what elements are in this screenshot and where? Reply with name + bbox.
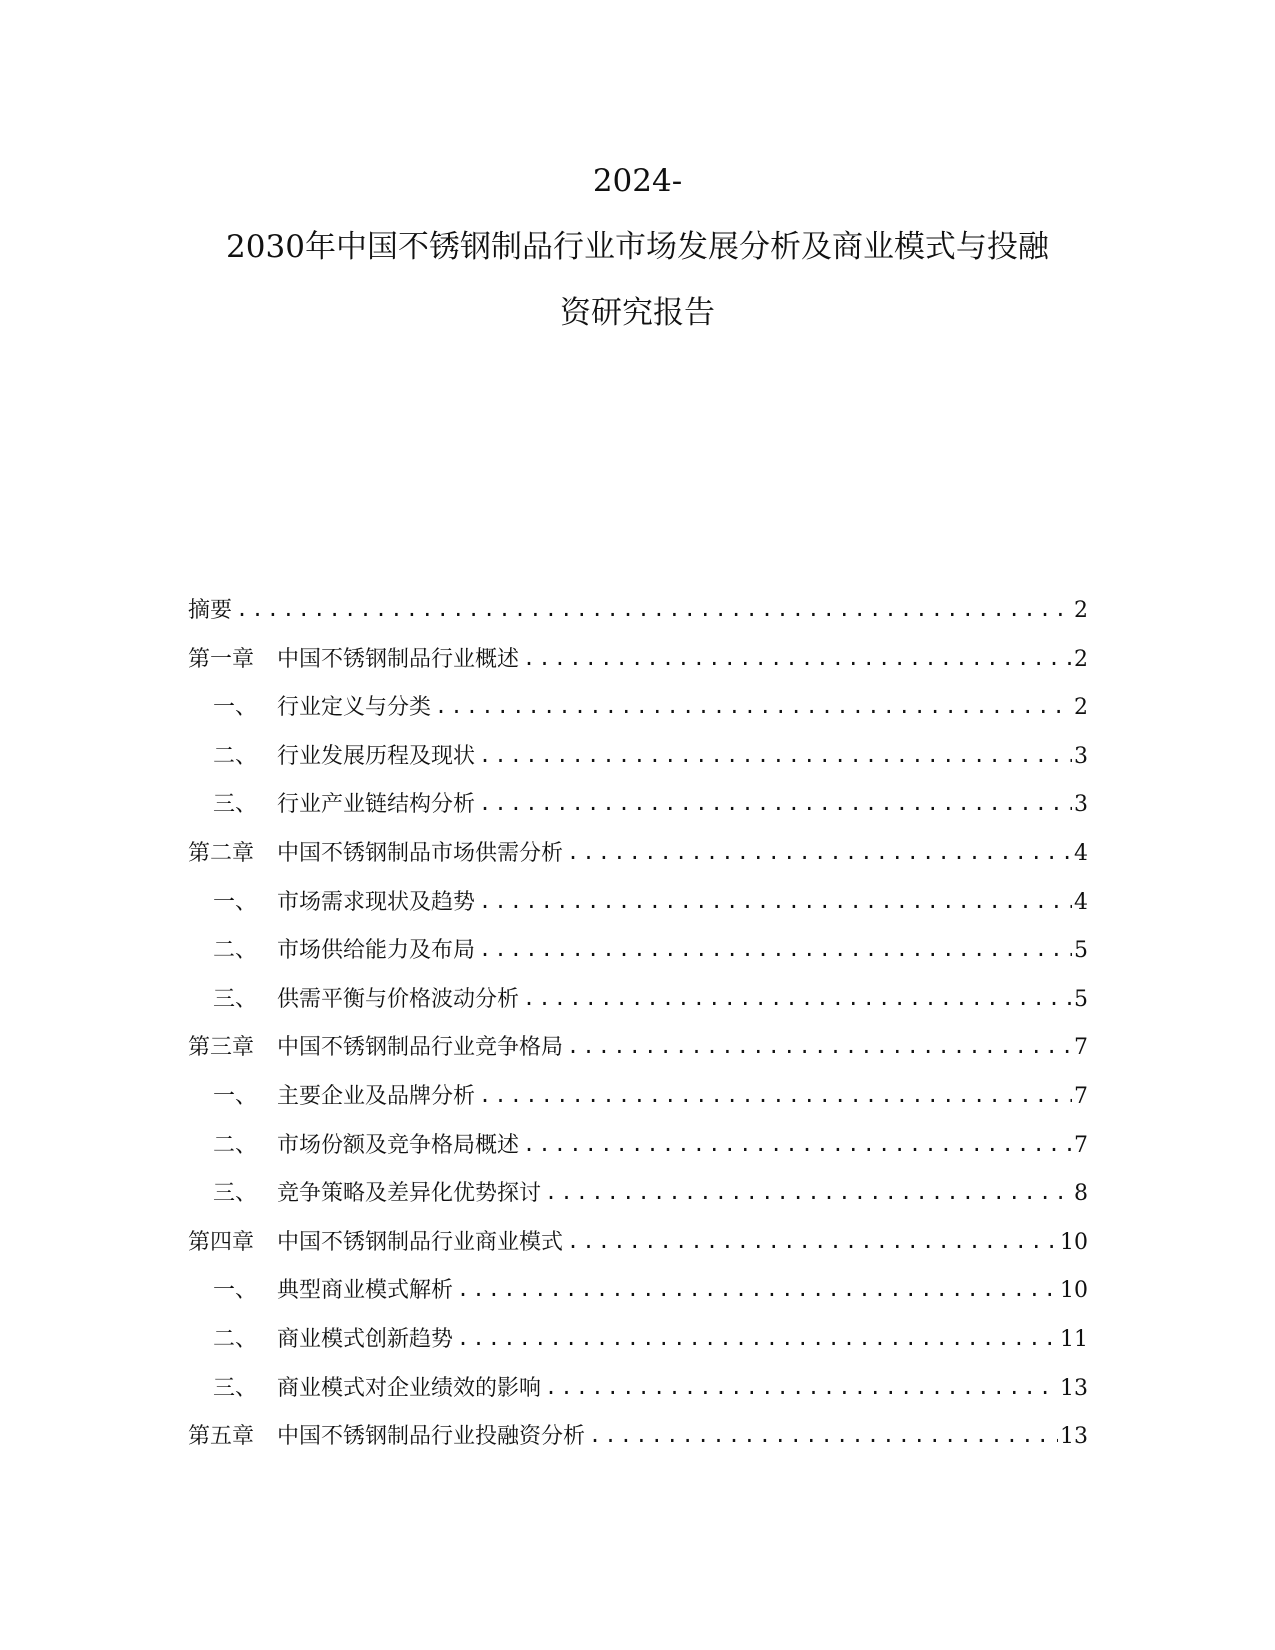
toc-entry-title: 商业模式对企业绩效的影响: [277, 1375, 542, 1401]
toc-entry-title: 主要企业及品牌分析: [277, 1083, 476, 1109]
report-title-line-1: 2024-: [592, 163, 683, 199]
toc-entry-page: 10: [1060, 1229, 1088, 1255]
toc-entry-page: 7: [1074, 1035, 1088, 1061]
toc-entry-prefix: 一、: [213, 889, 258, 915]
dot-leader: [545, 1369, 1058, 1405]
toc-entry-prefix: 一、: [213, 695, 258, 721]
toc-entry-label: [188, 1273, 453, 1309]
toc-entry-page: 13: [1060, 1375, 1088, 1401]
toc-entry-page: 11: [1060, 1326, 1088, 1352]
toc-entry-title: 中国不锈钢制品行业商业模式: [277, 1229, 564, 1255]
toc-entry-chapter-5[interactable]: [188, 1418, 1088, 1467]
toc-entry-prefix: 第五章: [188, 1424, 255, 1450]
toc-entry-page: 10: [1060, 1278, 1088, 1304]
toc-entry-section[interactable]: [188, 1127, 1088, 1176]
toc-entry-page: 2: [1074, 695, 1088, 721]
toc-entry-page: 4: [1074, 889, 1088, 915]
toc-entry-title: 中国不锈钢制品市场供需分析: [277, 840, 564, 866]
dot-leader: [567, 1223, 1058, 1259]
toc-entry-abstract[interactable]: [188, 592, 1088, 641]
toc-entry-section[interactable]: [188, 1370, 1088, 1419]
dot-leader: [589, 1417, 1058, 1453]
toc-entry-page: 4: [1074, 840, 1088, 866]
dot-leader: [479, 931, 1072, 967]
toc-entry-label: [188, 885, 475, 921]
toc-entry-chapter-3[interactable]: [188, 1029, 1088, 1078]
report-title-line-2: 2030年中国不锈钢制品行业市场发展分析及商业模式与投融: [226, 229, 1049, 265]
table-of-contents: [188, 592, 1088, 1467]
toc-entry-label: [188, 836, 563, 872]
toc-entry-section[interactable]: [188, 1321, 1088, 1370]
toc-entry-section[interactable]: [188, 981, 1088, 1030]
toc-entry-prefix: 第二章: [188, 840, 255, 866]
toc-entry-page: 7: [1074, 1083, 1088, 1109]
toc-entry-page: 2: [1074, 598, 1088, 623]
toc-entry-label: [188, 787, 475, 823]
toc-entry-page: 13: [1060, 1424, 1088, 1450]
toc-entry-section[interactable]: [188, 1078, 1088, 1127]
toc-entry-prefix: 二、: [213, 1132, 258, 1158]
toc-entry-prefix: 二、: [213, 938, 258, 964]
toc-entry-page: 8: [1074, 1181, 1088, 1207]
toc-entry-section[interactable]: [188, 932, 1088, 981]
toc-entry-title: 摘要: [188, 598, 233, 623]
toc-entry-prefix: 三、: [213, 1375, 258, 1401]
toc-entry-label: [188, 1128, 519, 1164]
toc-entry-title: 市场供给能力及布局: [277, 938, 476, 964]
toc-entry-label: [188, 1322, 453, 1358]
toc-entry-prefix: 一、: [213, 1083, 258, 1109]
toc-entry-label: [188, 642, 519, 678]
toc-entry-label: [188, 1079, 475, 1115]
dot-leader: [523, 980, 1072, 1016]
dot-leader: [457, 1271, 1058, 1307]
toc-entry-label: [188, 739, 475, 775]
toc-entry-section[interactable]: [188, 1272, 1088, 1321]
toc-entry-page: 3: [1074, 792, 1088, 818]
toc-entry-prefix: 第四章: [188, 1229, 255, 1255]
toc-entry-label: [188, 690, 431, 726]
toc-entry-title: 行业产业链结构分析: [277, 792, 476, 818]
dot-leader: [479, 883, 1072, 919]
toc-entry-page: 3: [1074, 743, 1088, 769]
toc-entry-label: [188, 1225, 563, 1261]
toc-entry-label: [188, 1371, 541, 1407]
toc-entry-page: 2: [1074, 646, 1088, 672]
toc-entry-title: 行业定义与分类: [277, 695, 432, 721]
toc-entry-prefix: 三、: [213, 1181, 258, 1207]
toc-entry-label: [188, 982, 519, 1018]
toc-entry-title: 行业发展历程及现状: [277, 743, 476, 769]
toc-entry-prefix: 三、: [213, 792, 258, 818]
dot-leader: [523, 640, 1072, 676]
dot-leader: [567, 1028, 1072, 1064]
toc-entry-chapter-1[interactable]: [188, 641, 1088, 690]
dot-leader: [457, 1320, 1058, 1356]
toc-entry-label: [188, 1030, 563, 1066]
toc-entry-title: 竞争策略及差异化优势探讨: [277, 1181, 542, 1207]
toc-entry-page: 5: [1074, 986, 1088, 1012]
toc-entry-section[interactable]: [188, 786, 1088, 835]
toc-entry-label: [188, 933, 475, 969]
toc-entry-label: [188, 593, 232, 629]
toc-entry-section[interactable]: [188, 884, 1088, 933]
toc-entry-title: 中国不锈钢制品行业投融资分析: [277, 1424, 586, 1450]
toc-entry-section[interactable]: [188, 689, 1088, 738]
toc-entry-page: 5: [1074, 938, 1088, 964]
toc-entry-section[interactable]: [188, 1175, 1088, 1224]
toc-entry-prefix: 二、: [213, 1326, 258, 1352]
report-title-line-3: 资研究报告: [560, 295, 715, 331]
toc-entry-title: 典型商业模式解析: [277, 1278, 454, 1304]
dot-leader: [236, 591, 1072, 627]
toc-entry-chapter-2[interactable]: [188, 835, 1088, 884]
dot-leader: [523, 1126, 1072, 1162]
toc-entry-label: [188, 1419, 585, 1455]
toc-entry-title: 市场份额及竞争格局概述: [277, 1132, 520, 1158]
toc-entry-prefix: 二、: [213, 743, 258, 769]
dot-leader: [479, 785, 1072, 821]
toc-entry-prefix: 第三章: [188, 1035, 255, 1061]
toc-entry-page: 7: [1074, 1132, 1088, 1158]
toc-entry-prefix: 第一章: [188, 646, 255, 672]
toc-entry-title: 商业模式创新趋势: [277, 1326, 454, 1352]
toc-entry-prefix: 三、: [213, 986, 258, 1012]
toc-entry-label: [188, 1176, 541, 1212]
dot-leader: [545, 1174, 1072, 1210]
toc-entry-title: 市场需求现状及趋势: [277, 889, 476, 915]
toc-entry-prefix: 一、: [213, 1278, 258, 1304]
dot-leader: [479, 1077, 1072, 1113]
toc-entry-title: 供需平衡与价格波动分析: [277, 986, 520, 1012]
toc-entry-chapter-4[interactable]: [188, 1224, 1088, 1273]
report-title: [150, 148, 1125, 346]
toc-entry-title: 中国不锈钢制品行业概述: [277, 646, 520, 672]
dot-leader: [479, 737, 1072, 773]
dot-leader: [435, 688, 1072, 724]
dot-leader: [567, 834, 1072, 870]
toc-entry-section[interactable]: [188, 738, 1088, 787]
toc-entry-title: 中国不锈钢制品行业竞争格局: [277, 1035, 564, 1061]
